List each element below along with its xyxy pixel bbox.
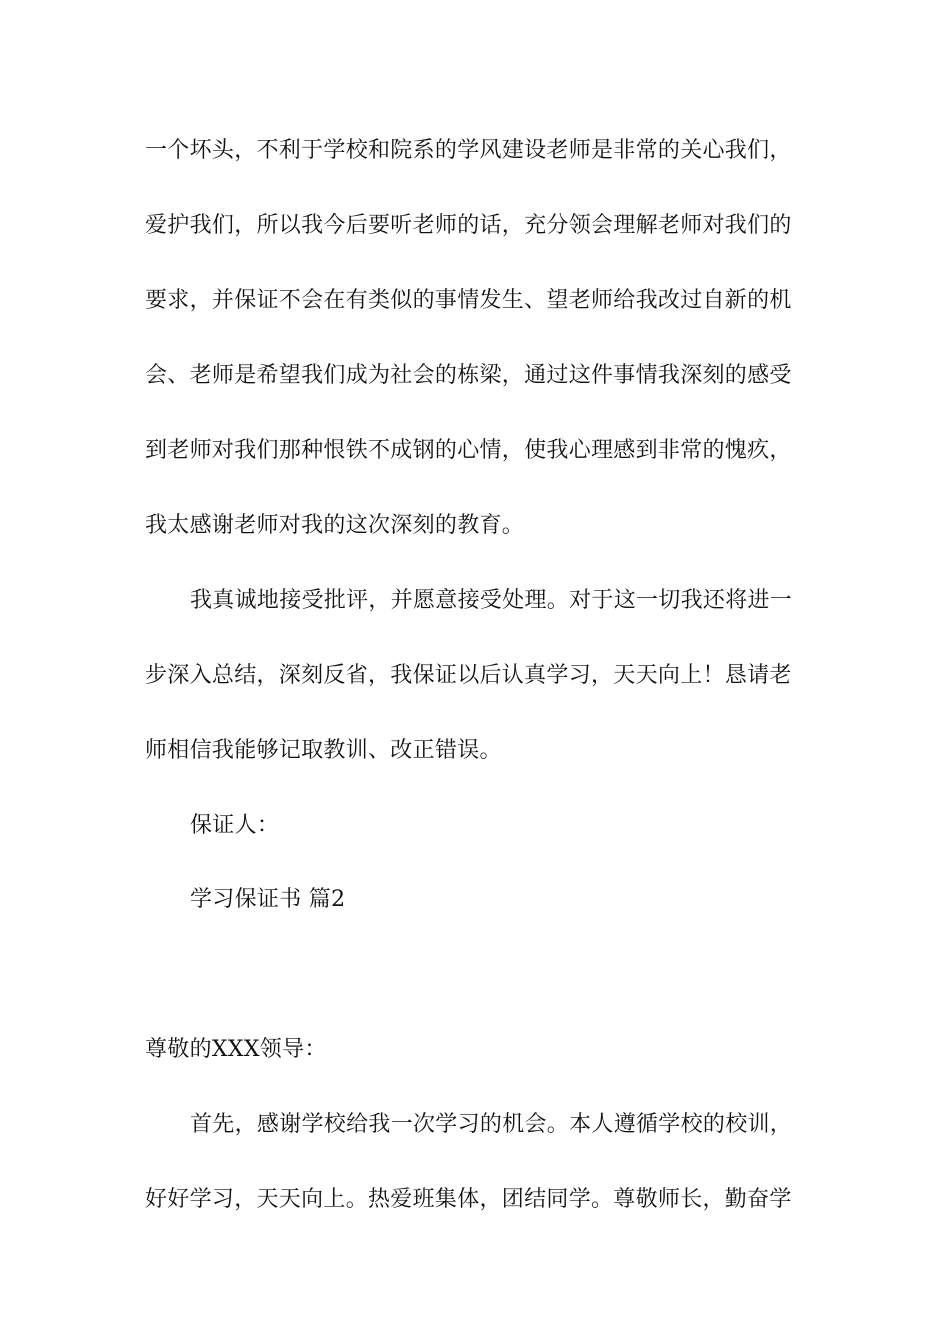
salutation: 尊敬的XXX领导： xyxy=(145,1037,327,1062)
text-line: 步深入总结，深刻反省，我保证以后认真学习，天天向上！恳请老 xyxy=(145,663,792,688)
section-heading: 学习保证书 篇2 xyxy=(190,887,346,912)
text-line: 要求，并保证不会在有类似的事情发生、望老师给我改过自新的机 xyxy=(145,288,792,313)
text-line: 到老师对我们那种恨铁不成钢的心情，使我心理感到非常的愧疚， xyxy=(145,438,792,463)
text-line: 好好学习，天天向上。热爱班集体，团结同学。尊敬师长，勤奋学 xyxy=(145,1187,792,1212)
signature-label: 保证人： xyxy=(190,813,280,838)
text-line: 师相信我能够记取教训、改正错误。 xyxy=(145,738,502,763)
text-line: 一个坏头，不利于学校和院系的学风建设老师是非常的关心我们， xyxy=(145,138,792,163)
text-line: 爱护我们，所以我今后要听老师的话，充分领会理解老师对我们的 xyxy=(145,213,792,238)
text-line: 我太感谢老师对我的这次深刻的教育。 xyxy=(145,513,525,538)
paragraph-start-line: 首先，感谢学校给我一次学习的机会。本人遵循学校的校训， xyxy=(190,1112,793,1137)
text-line: 会、老师是希望我们成为社会的栋梁，通过这件事情我深刻的感受 xyxy=(145,363,792,388)
paragraph-start-line: 我真诚地接受批评，并愿意接受处理。对于这一切我还将进一 xyxy=(190,588,793,613)
